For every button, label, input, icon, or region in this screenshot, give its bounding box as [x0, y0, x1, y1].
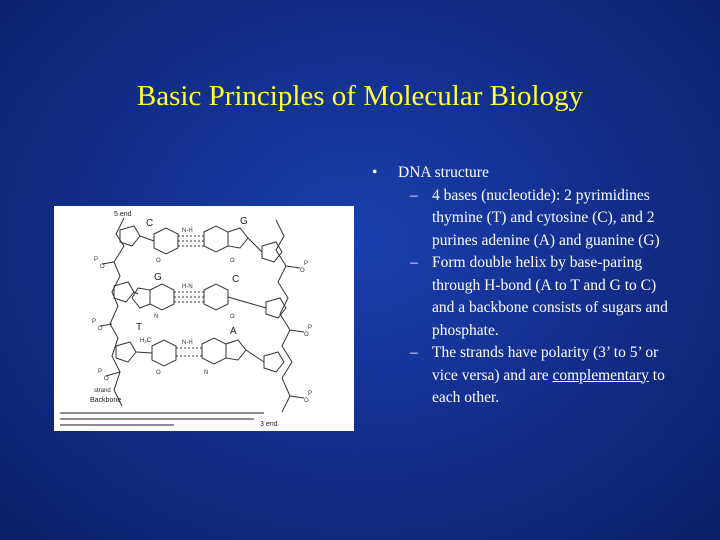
svg-text:P: P — [92, 319, 97, 325]
svg-text:P: P — [308, 325, 313, 331]
svg-text:O: O — [304, 398, 309, 404]
svg-text:O: O — [98, 326, 103, 332]
slide-title: Basic Principles of Molecular Biology — [136, 80, 584, 112]
sub-bullet-text-end: to each other. — [432, 366, 665, 406]
sub-bullet-text-start: The strands have polarity (3’ to 5’ or vice versa) and are — [432, 344, 659, 384]
svg-text:N-H: N-H — [182, 340, 193, 346]
svg-text:O: O — [230, 258, 235, 264]
svg-text:P: P — [94, 257, 99, 263]
sub-bullet-polarity — [372, 342, 672, 410]
bullet-main-text: DNA structure — [398, 164, 489, 181]
sugar-ring — [116, 342, 136, 362]
base-ring — [226, 340, 246, 360]
svg-text:P: P — [308, 391, 313, 397]
bullet-list — [372, 162, 672, 410]
sub-bullet-text: Form double helix by base-paring through H-bond (A to T and G to C) and a backbone consists of sugars and phosphate. — [432, 254, 668, 339]
sugar-ring — [264, 352, 284, 372]
base-label-g: G — [240, 216, 248, 227]
base-label-a: A — [230, 326, 237, 337]
svg-text:O: O — [304, 332, 309, 338]
base-ring — [154, 228, 178, 254]
base-label-g: G — [154, 272, 162, 283]
base-ring — [204, 284, 228, 310]
sugar-ring — [120, 226, 140, 246]
left-backbone — [110, 218, 124, 406]
sub-bullet-text: 4 bases (nucleotide): 2 pyrimidines thymine (T) and cytosine (C), and 2 purines adenine (A) and guanine (G) — [432, 186, 660, 249]
dna-diagram — [54, 206, 354, 431]
svg-text:O: O — [300, 268, 305, 274]
strand-label: strand — [94, 388, 111, 394]
base-ring — [202, 338, 226, 364]
figure-caption — [60, 413, 264, 425]
svg-text:O: O — [156, 370, 161, 376]
svg-text:O: O — [156, 258, 161, 264]
dna-structure-figure — [54, 206, 354, 431]
five-end-label: 5 end — [114, 211, 132, 218]
base-ring — [150, 284, 174, 310]
bullet-main — [372, 162, 672, 185]
complementary-term: complementary — [552, 366, 649, 384]
base-label-c: C — [146, 218, 154, 229]
methyl-label: H₃C — [140, 338, 152, 344]
three-end-label: 3 end — [260, 421, 278, 428]
right-backbone — [276, 220, 292, 412]
base-ring — [228, 228, 248, 248]
sub-bullet-bases — [372, 185, 672, 253]
base-ring — [204, 226, 228, 252]
backbone-label: Backbone — [90, 397, 122, 404]
base-ring — [152, 340, 176, 366]
svg-text:P: P — [304, 261, 309, 267]
svg-text:O: O — [230, 314, 235, 320]
base-ring — [132, 288, 150, 308]
svg-text:N: N — [204, 370, 209, 376]
svg-text:H-N: H-N — [182, 284, 193, 290]
base-label-t: T — [136, 322, 143, 333]
svg-text:O: O — [104, 376, 109, 382]
dash-marker: – — [410, 186, 418, 204]
dash-marker: – — [410, 254, 418, 271]
svg-text:N-H: N-H — [182, 228, 193, 234]
dash-marker: – — [410, 344, 418, 361]
sub-bullet-helix — [372, 252, 672, 342]
svg-text:P: P — [98, 369, 103, 375]
svg-text:O: O — [100, 264, 105, 270]
base-label-c: C — [232, 274, 240, 285]
sugar-ring — [114, 282, 134, 302]
svg-text:N: N — [154, 314, 159, 320]
bullet-marker: • — [372, 164, 378, 181]
